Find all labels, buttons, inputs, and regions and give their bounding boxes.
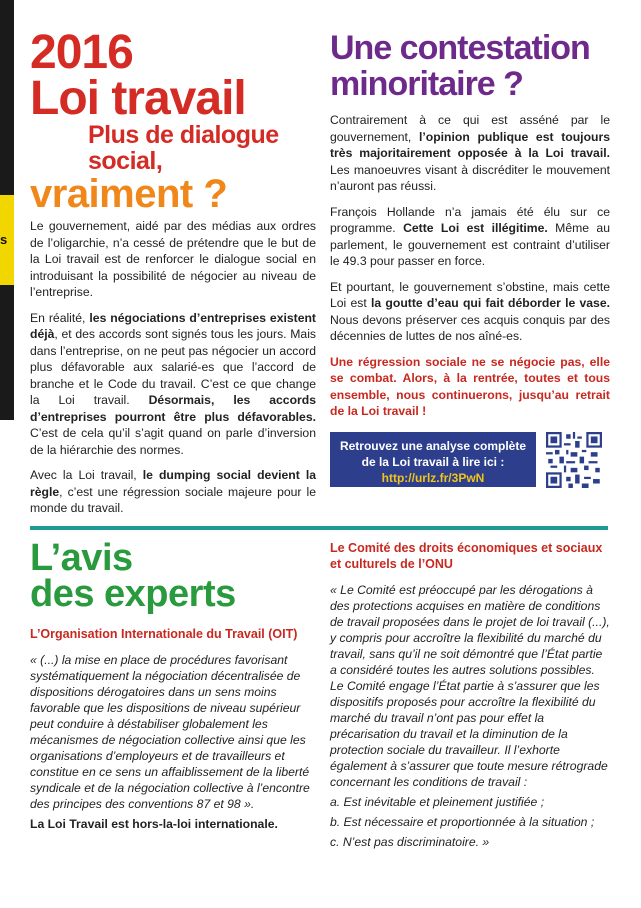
paragraph-en-realite: En réalité, les négociations d’entreprises existent déjà, et des accords sont signés tous les jours. Mais dans l’entreprise, on ne peut pas négocier un accord plus défavorable aux salarié-es que l’accord de branche et le Code du travail. C’est ce que change la Loi travail. Désormais, les accords d’entreprises pourront être plus défavorables. C’est de cela qu’il s’agit quand on parle d’inversion de la hiérarchie des normes. (30, 310, 317, 457)
onu-item-b: b. Est nécessaire et proportionnée à la situation ; (330, 815, 595, 829)
paragraph-goutte: Et pourtant, le gouvernement s’obstine, mais cette Loi est la goutte d’eau qui fait déborder le vase. Nous devons préserver ces acquis conquis par des décennies de luttes de nos aîné-es. (330, 279, 610, 343)
paragraph-regression: Une régression sociale ne se négocie pas, elle se combat. Alors, à la rentrée, toutes et tous ensemble, nous continuerons, jusqu’au retrait de la Loi travail ! (330, 354, 610, 418)
onu-item-a: a. Est inévitable et pleinement justifiée ; (330, 795, 545, 809)
onu-item-c: c. N’est pas discriminatoire. » (330, 835, 490, 849)
onu-quote: « Le Comité est préoccupé par les dérogations à des protections acquises en matière de conditions de travail proposées dans le projet de loi travail (...), y compris pour accroître la flexibilité du marché du travail, sans qu’il ne soit démontré que l’État partie a considéré toutes les autres solutions possibles. Le Comité engage l’État partie à s’assurer que les dispositifs proposés pour accroître la flexibilité du marché du travail n’ont pas pour effet la précarisation du travail et la diminution de la protection sociale du travailleur. Il l’exhorte également à s’assurer que toute mesure rétrograde concernant les conditions de travail : (330, 583, 610, 789)
experts-right-column (330, 540, 610, 854)
section-divider (30, 526, 608, 530)
headline-subtitle-2: vraiment ? (30, 172, 228, 216)
analysis-box-line1: Retrouvez une analyse complète (339, 439, 527, 453)
headline-subtitle-1: Plus de dialogue social, (88, 121, 279, 175)
analysis-link-box[interactable] (330, 432, 536, 487)
qr-code-icon[interactable] (546, 432, 602, 488)
paragraph-dumping: Avec la Loi travail, le dumping social devient la règle, c’est une régression sociale majeure pour le monde du travail. (30, 468, 316, 515)
paragraph-hollande: François Hollande n’a jamais été élu sur ce programme. Cette Loi est illégitime. Même au parlement, le gouvernement est contraint d’utiliser le 49.3 pour passer en force. (330, 204, 610, 268)
oit-title: L’Organisation Internationale du Travail (OIT) (30, 627, 298, 641)
oit-quote: « (...) la mise en place de procédures favorisant systématiquement la négociation décentralisée de dispositions dérogatoires dans un sens moins favorable que les dispositions de niveau supérieur peut conduire à déstabiliser globalement les mécanismes de négociation collective ainsi que les organisations d’employeurs et de travailleurs et constitue en ce sens un affaiblissement de la liberté syndicale et de la négociation collective à l’encontre des principes des conventions 87 et 98 ». (30, 653, 310, 811)
left-edge-photo (0, 0, 14, 420)
headline-year: 2016 (30, 26, 133, 79)
experts-left-column (30, 537, 315, 832)
headline-minoritaire: minoritaire ? (330, 65, 523, 103)
headline-contestation: Une contestation (330, 29, 590, 67)
paragraph-opinion: Contrairement à ce qui est asséné par le gouvernement, l’opinion publique est toujours très majoritairement opposée à la Loi travail. Les manoeuvres visant à discréditer le mouvement n’auront pas réussi. (330, 113, 610, 193)
right-column (330, 30, 610, 488)
oit-closing: La Loi Travail est hors-la-loi internationale. (30, 817, 278, 831)
edge-banner-text: s (0, 232, 8, 247)
left-column (30, 26, 317, 526)
onu-title: Le Comité des droits économiques et sociaux et culturels de l’ONU (330, 541, 603, 571)
analysis-box-line2: de la Loi travail à lire ici : (361, 455, 505, 469)
paragraph-gouvernement: Le gouvernement, aidé par des médias aux ordres de l’oligarchie, n’a cessé de prétendre que le but de la Loi travail est de renforcer le dialogue social en introduisant la possibilité de négocier au niveau de l’entreprise. (30, 219, 316, 299)
headline-loi-travail: Loi travail (30, 72, 246, 125)
analysis-url-link[interactable]: http://urlz.fr/3PwN (381, 471, 485, 485)
analysis-link-row (330, 432, 610, 488)
headline-des-experts: des experts (30, 573, 236, 615)
headline-avis: L’avis (30, 537, 133, 579)
